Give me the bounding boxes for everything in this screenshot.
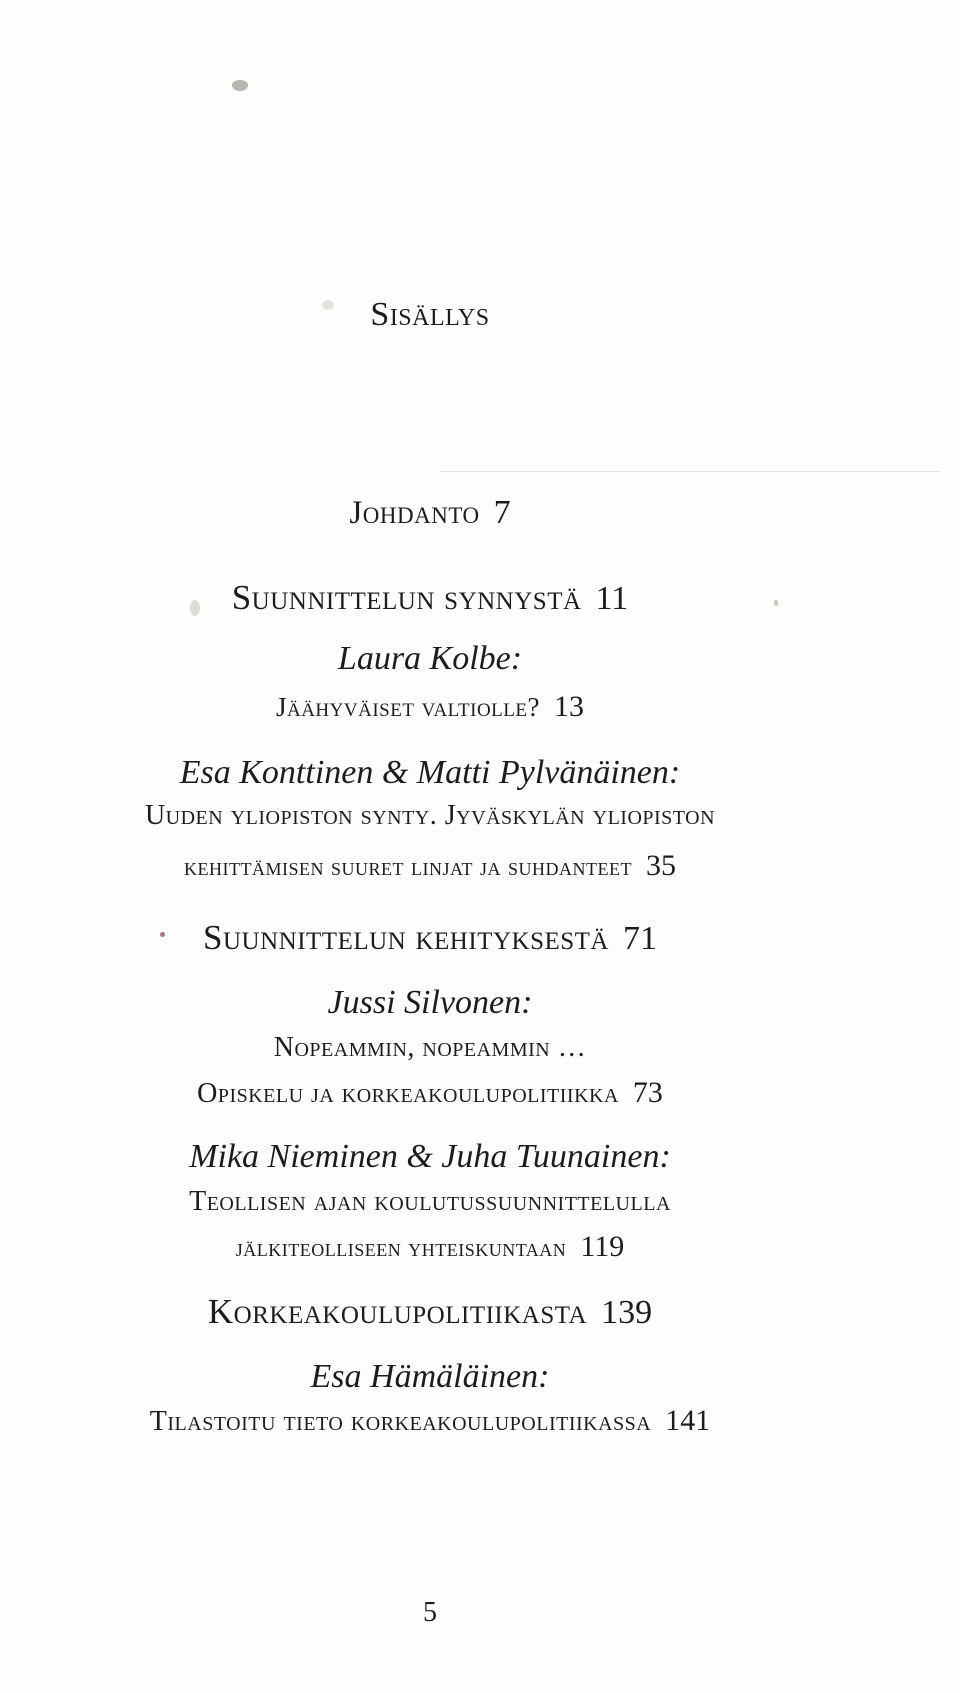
toc-author: Esa Hämäläinen: bbox=[310, 1358, 550, 1395]
page-title: Sisällys bbox=[370, 296, 490, 333]
toc-page-number: 73 bbox=[632, 1076, 663, 1109]
toc-chapter-entry[interactable] bbox=[0, 800, 860, 832]
toc-chapter-title-line: Uuden yliopiston synty. Jyväskylän yliopiston bbox=[144, 800, 716, 831]
paper-crease bbox=[440, 471, 940, 472]
toc-page-number: 35 bbox=[645, 849, 676, 882]
toc-page-number: 119 bbox=[580, 1230, 625, 1263]
toc-chapter-entry-cont[interactable] bbox=[0, 1230, 860, 1264]
toc-entry-johdanto[interactable] bbox=[0, 494, 860, 532]
toc-chapter-title-line: jälkiteolliseen yhteiskuntaan bbox=[235, 1233, 567, 1262]
toc-chapter-title-line: Opiskelu ja korkeakoulupolitiikka bbox=[197, 1078, 619, 1109]
toc-chapter-entry[interactable] bbox=[0, 690, 860, 724]
toc-chapter-entry-cont[interactable] bbox=[0, 1076, 860, 1110]
toc-chapter-title-line: kehittämisen suuret linjat ja suhdanteet bbox=[184, 852, 632, 881]
toc-page-number: 13 bbox=[554, 690, 584, 723]
toc-section-heading[interactable] bbox=[0, 918, 860, 958]
page-number: 5 bbox=[423, 1597, 437, 1628]
toc-page-number: 71 bbox=[622, 920, 657, 957]
toc-chapter-title: Tilastoitu tieto korkeakoulupolitiikassa bbox=[149, 1406, 652, 1437]
toc-page-number: 141 bbox=[665, 1404, 711, 1437]
toc-chapter-entry[interactable] bbox=[0, 1404, 860, 1438]
toc-chapter-entry-cont[interactable] bbox=[0, 849, 860, 883]
toc-entry-title: Johdanto bbox=[349, 495, 480, 531]
toc-chapter-title-line: Teollisen ajan koulutussuunnittelulla bbox=[189, 1186, 671, 1217]
toc-section-heading[interactable] bbox=[0, 578, 860, 618]
toc-section-title: Korkeakoulupolitiikasta bbox=[207, 1292, 588, 1331]
toc-chapter-title: Jäähyväiset valtiolle? bbox=[275, 692, 540, 722]
toc-section-title: Suunnittelun synnystä bbox=[231, 578, 582, 617]
toc-section-heading[interactable] bbox=[0, 1292, 860, 1332]
toc-chapter-title-line: Nopeammin, nopeammin … bbox=[273, 1032, 587, 1063]
toc-chapter-entry[interactable] bbox=[0, 1032, 860, 1064]
toc-author: Laura Kolbe: bbox=[337, 640, 523, 677]
toc-chapter-entry[interactable] bbox=[0, 1186, 860, 1218]
toc-page-number: 7 bbox=[493, 494, 511, 531]
toc-page-number: 139 bbox=[601, 1294, 653, 1331]
toc-author: Esa Konttinen & Matti Pylvänäinen: bbox=[179, 754, 681, 791]
toc-author: Mika Nieminen & Juha Tuunainen: bbox=[189, 1138, 671, 1175]
toc-page-number: 11 bbox=[595, 580, 629, 617]
paper-speck bbox=[232, 80, 248, 91]
toc-author: Jussi Silvonen: bbox=[327, 984, 533, 1021]
toc-section-title: Suunnittelun kehityksestä bbox=[203, 918, 609, 957]
